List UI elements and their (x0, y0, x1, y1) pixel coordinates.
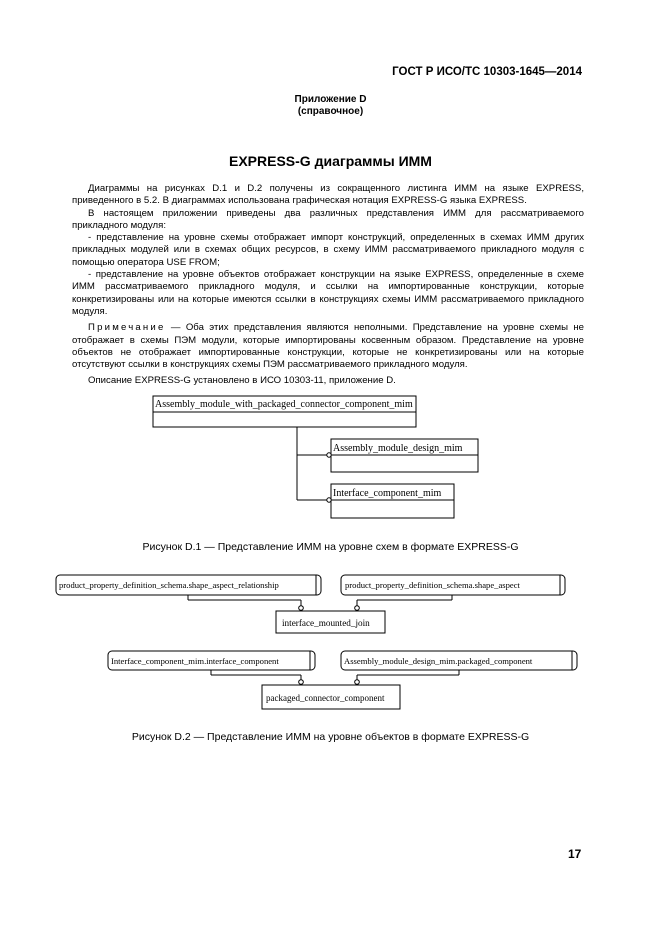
entity-packaged-connector-component-label: packaged_connector_component (266, 693, 385, 703)
schema-interface-label: Interface_component_mim (333, 488, 442, 499)
figure-d1-caption: Рисунок D.1 — Представление ИММ на уровне схем в формате EXPRESS-G (142, 541, 519, 553)
figure-d2-caption: Рисунок D.2 — Представление ИММ на уровне объектов в формате EXPRESS-G (131, 731, 530, 743)
paragraph: Диаграммы на рисунках D.1 и D.2 получены из сокращенного листинга ИММ на языке EXPRESS, приведенного в 5.2. В диаграммах использована графическая нотация EXPRESS-G языка EXPRESS. (72, 183, 584, 207)
note-text: — Оба этих представления являются неполными. Представление на уровне схемы не отображает в схемы ПЭМ модули, которые импортированы косвенным образом. Представление на уровне объектов не отображает импортированные конструкции, которые не конкретизированы или на которые отсутствуют ссылки в конструкциях схемы ПЭМ рассматриваемого прикладного модуля. (72, 322, 584, 371)
note (72, 322, 584, 371)
page-number: 17 (568, 847, 582, 861)
schema-design-label: Assembly_module_design_mim (333, 443, 463, 454)
relation-end-circle (355, 606, 360, 611)
figure-d2-diagram (0, 565, 661, 715)
paragraph: - представление на уровне схемы отображает импорт конструкций, определенных в схемах ИММ других прикладных модулей или в схемах общих ресурсов, в схему ИММ рассматриваемого прикладного модуля с помощью оператора USE FROM; (72, 232, 584, 268)
paragraph: - представление на уровне объектов отображает конструкции на языке EXPRESS, определенные в схеме ИММ рассматриваемого прикладного модуля, и ссылки на импортированные конструкции, которые конкретизированы или на которые имеются ссылки в конструкциях схемы ИММ рассматриваемого прикладного модуля. (72, 269, 584, 317)
description: Описание EXPRESS-G установлено в ИСО 10303-11, приложение D. (88, 375, 396, 387)
schema-main-label: Assembly_module_with_packaged_connector_component_mim (155, 399, 413, 410)
entity-interface-mounted-join-label: interface_mounted_join (282, 618, 370, 628)
figure-d1-diagram (0, 380, 661, 530)
annex-title: EXPRESS-G диаграммы ИММ (229, 153, 432, 169)
ref-shape-aspect-label: product_property_definition_schema.shape_aspect (345, 580, 520, 590)
annex-label: Приложение D (294, 94, 367, 105)
paragraph: В настоящем приложении приведены два различных представления ИММ для рассматриваемого прикладного модуля: (72, 207, 584, 231)
annex-type: (справочное) (297, 106, 364, 117)
relation-end-circle (327, 498, 331, 502)
standard-designation: ГОСТ Р ИСО/ТС 10303-1645—2014 (392, 66, 582, 78)
relation-end-circle (355, 680, 360, 685)
relation-end-circle (327, 453, 331, 457)
note-label: Примечание (88, 322, 166, 334)
ref-shape-aspect-relationship-label: product_property_definition_schema.shape_aspect_relationship (59, 580, 279, 590)
body-text (72, 183, 584, 388)
ref-interface-component-label: Interface_component_mim.interface_component (111, 656, 279, 666)
ref-packaged-component-label: Assembly_module_design_mim.packaged_component (344, 656, 533, 666)
relation-end-circle (299, 606, 304, 611)
relation-end-circle (299, 680, 304, 685)
